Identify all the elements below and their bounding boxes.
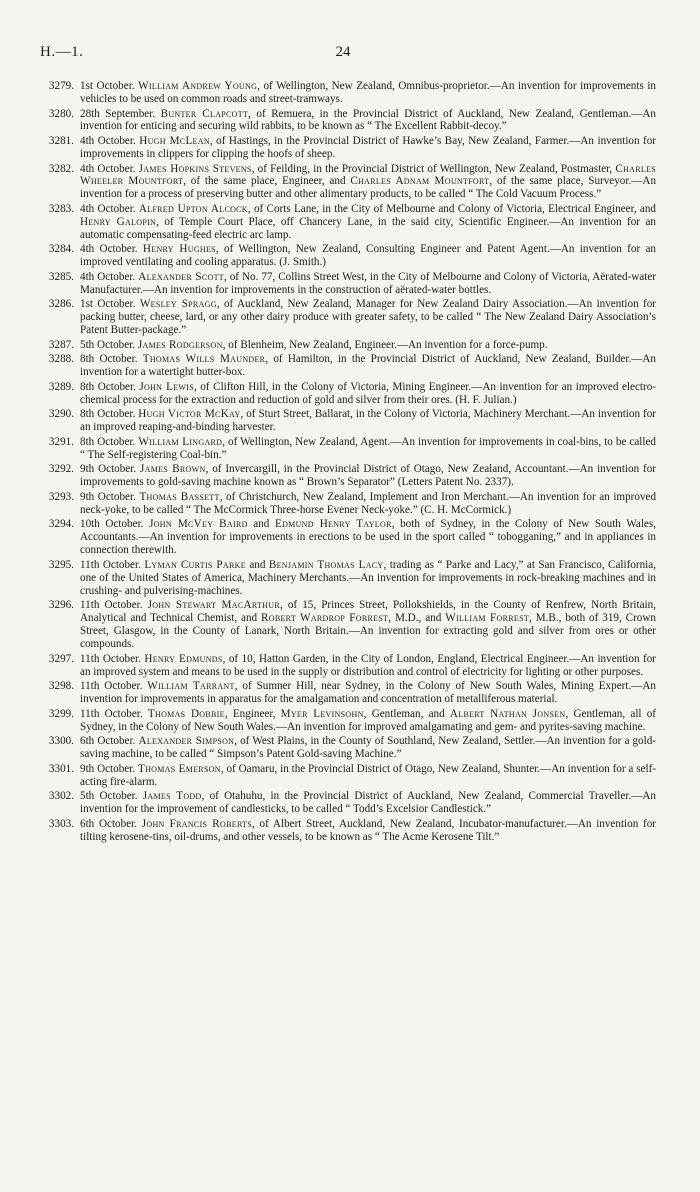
entry-text-segment: , of Temple Court Place, off Chancery Lane, in the said city, Scientific Engineer.—An invention for an automatic compensating-feed electric arc lamp.	[80, 215, 657, 241]
entry-text-segment: 9th October.	[80, 490, 140, 503]
applicant-name: Henry Hughes	[142, 243, 216, 256]
entry-text	[80, 763, 656, 788]
entry-text-segment: 28th September.	[80, 107, 161, 120]
entry-text	[80, 163, 656, 201]
applicant-name: William Lingard	[138, 435, 223, 448]
entry-number: 3298.	[48, 680, 74, 693]
applicant-name: John McVey Baird	[149, 518, 248, 531]
entry-text-segment: 9th October.	[80, 762, 138, 775]
entry-text	[80, 708, 656, 733]
applicant-name: Charles Adnam Mountfort	[350, 175, 490, 188]
entry-number: 3288.	[48, 353, 74, 366]
applicant-name: Henry Galopin	[80, 215, 157, 228]
entry-number: 3302.	[48, 790, 74, 803]
entry-text	[80, 463, 656, 488]
entry-text-segment: 4th October.	[80, 243, 143, 256]
entry-text-segment: , of Corts Lane, in the City of Melbourne and Colony of Victoria, Electrical Engineer, and	[247, 202, 656, 215]
patent-entry	[30, 599, 656, 651]
entry-number: 3279.	[48, 80, 74, 92]
entry-text-segment: , of Auckland, New Zealand, Manager for New Zealand Dairy Association.—An invention for packing butter, cheese, lard, or any other dairy produce with greater safety, to be called “ The New Zealand Dairy Association’s Patent Butter-package.”	[80, 298, 657, 337]
entry-text-segment: 8th October.	[80, 353, 143, 366]
entry-text-segment: 8th October.	[80, 435, 139, 448]
patent-entry	[30, 203, 656, 242]
entry-text-segment: and	[247, 518, 275, 531]
applicant-name: Thomas Wills Maunder	[142, 353, 266, 366]
entry-text-segment: , of Otahuhu, in the Provincial District of Auckland, New Zealand, Commercial Traveller.—An invention for the improvement of candlesticks, to be called “ Todd’s Excelsior Candlestick.”	[80, 790, 656, 816]
entry-text-segment: 8th October.	[80, 380, 140, 393]
entry-number: 3284.	[48, 243, 74, 256]
applicant-name: Wesley Spragg	[139, 298, 217, 311]
entry-text-segment: , of 10, Hatton Garden, in the City of London, England, Electrical Engineer.—An invention for an improved system and means to be used in the supply or distribution and control of electricity for lighting or other purposes.	[80, 652, 656, 678]
applicant-name: John Stewart MacArthur	[147, 599, 280, 612]
patent-entry	[30, 80, 656, 106]
entry-number: 3303.	[48, 817, 74, 830]
patent-entry	[30, 491, 656, 517]
patent-entries-list	[30, 80, 656, 844]
entry-text-segment: , of Oamaru, in the Provincial District of Otago, New Zealand, Shunter.—An invention for a self-acting fire-alarm.	[80, 762, 656, 788]
entry-text-segment: , of Clifton Hill, in the Colony of Victoria, Mining Engineer.—An invention for an improved electro-chemical process for the extraction and reduction of gold and silver from their ores. (H. F. Julian.)	[80, 380, 656, 406]
entry-text-segment: , of West Plains, in the County of Southland, New Zealand, Settler.—An invention for a gold-saving machine, to be called “ Simpson’s Patent Gold-saving Machine.”	[80, 735, 656, 761]
entry-text-segment: 5th October.	[80, 790, 143, 803]
entry-number: 3291.	[48, 435, 74, 448]
entry-text	[80, 559, 656, 597]
entry-text-segment: , of the same place, Engineer, and	[183, 175, 351, 188]
entry-text-segment: , of Albert Street, Auckland, New Zealand, Incubator-manufacturer.—An invention for tilting kerosene-tins, oil-drums, and other vessels, to be known as “ The Acme Kerosene Tilt.”	[80, 817, 656, 843]
entry-text-segment: , of the same place, Surveyor.—An invention for a process of preserving butter and other alimentary products, to be called “ The Cold Vacuum Process.”	[80, 175, 657, 201]
patent-entry	[30, 790, 656, 816]
entry-text-segment: , Gentleman, all of Sydney, in the Colony of New South Wales.—An invention for improved amalgamating and gem- and pyrites-saving machine.	[80, 707, 657, 733]
entry-text	[80, 243, 656, 268]
patent-entry	[30, 381, 656, 407]
entry-number: 3301.	[48, 762, 74, 775]
applicant-name: Thomas Bassett	[139, 490, 220, 503]
patent-entry	[30, 559, 656, 598]
entry-text-segment: 4th October.	[80, 270, 139, 283]
applicant-name: Hugh Victor McKay	[138, 408, 241, 421]
entry-text-segment: , Gentleman, and	[363, 707, 450, 720]
entry-text	[80, 339, 548, 351]
applicant-name: Edmund Henry Taylor	[274, 518, 392, 531]
entry-text-segment: , Engineer,	[224, 707, 281, 720]
entry-number: 3300.	[48, 735, 74, 748]
entry-text-segment: 11th October.	[80, 558, 145, 571]
applicant-name: William Forrest	[445, 612, 530, 625]
entry-number: 3290.	[48, 408, 74, 421]
entry-number: 3282.	[48, 162, 74, 175]
entry-text-segment: , of Sumner Hill, near Sydney, in the Colony of New South Wales, Mining Expert.—An invention for improvements in apparatus for the amalgamation and concentration of metalliferous material.	[80, 680, 656, 706]
entry-text	[80, 518, 656, 556]
patent-entry	[30, 518, 656, 557]
entry-text	[80, 80, 656, 105]
applicant-name: Alfred Upton Alcock	[138, 202, 248, 215]
patent-entry	[30, 653, 656, 679]
applicant-name: Alexander Simpson	[138, 735, 235, 748]
entry-text-segment: 11th October.	[80, 652, 145, 665]
entry-number: 3299.	[48, 707, 74, 720]
applicant-name: Hugh McLean	[139, 135, 210, 147]
entry-text	[80, 271, 656, 296]
entry-text	[80, 135, 656, 160]
entry-text-segment: 11th October.	[80, 680, 148, 693]
entry-text-segment: , M.D., and	[388, 612, 446, 625]
entry-number: 3293.	[48, 490, 74, 503]
patent-entry	[30, 243, 656, 269]
entry-text-segment: 11th October.	[80, 599, 148, 612]
entry-text	[80, 381, 656, 406]
entry-number: 3289.	[48, 380, 74, 393]
entry-text-segment: 11th October.	[80, 707, 148, 720]
entry-number: 3281.	[48, 135, 74, 147]
entry-text	[80, 818, 656, 843]
entry-text-segment: , of Invercargill, in the Provincial District of Otago, New Zealand, Accountant.—An invention for improvements to gold-saving machine known as “ Brown’s Separator” (Letters Patent No. 2337).	[80, 463, 657, 489]
entry-text-segment: , of Blenheim, New Zealand, Engineer.—An invention for a force-pump.	[222, 338, 548, 351]
patent-entry	[30, 108, 656, 134]
entry-text	[80, 353, 656, 378]
page-number: 24	[335, 44, 351, 60]
entry-text	[80, 436, 656, 461]
applicant-name: John Francis Roberts	[141, 817, 253, 830]
entry-text	[80, 408, 656, 433]
applicant-name: Thomas Emerson	[137, 762, 221, 775]
entry-number: 3283.	[48, 202, 74, 215]
entry-text	[80, 790, 656, 815]
patent-entry	[30, 163, 656, 202]
entry-text-segment: , of Wellington, New Zealand, Agent.—An invention for improvements in coal-bins, to be called “ The Self-registering Coal-bin.”	[80, 435, 656, 461]
entry-text-segment: , both of Sydney, in the Colony of New South Wales, Accountants.—An invention for improvements in erections to be used in the sport called “ tobogganing,” and in appliances in connection therewith.	[80, 518, 656, 557]
applicant-name: William Tarrant	[147, 680, 235, 693]
entry-text-segment: 8th October.	[80, 408, 139, 421]
entry-text-segment: , of Hamilton, in the Provincial District of Auckland, New Zealand, Builder.—An invention for a watertight butter-box.	[80, 353, 656, 379]
entry-text-segment: 6th October.	[80, 817, 142, 830]
entry-text-segment: 4th October.	[80, 202, 139, 215]
entry-text-segment: 5th October.	[80, 338, 138, 351]
entry-text	[80, 203, 656, 241]
applicant-name: James Hopkins Stevens	[138, 162, 252, 175]
entry-text-segment: 10th October.	[80, 518, 150, 531]
applicant-name: William Andrew Young	[138, 80, 258, 92]
applicant-name: Albert Nathan Jonsen	[449, 707, 566, 720]
entry-number: 3294.	[48, 518, 74, 531]
patent-entry	[30, 298, 656, 337]
entry-text-segment: , M.B., both of 319, Crown Street, Glasgow, in the County of Lanark, North Britain.—An invention for extracting gold and silver from ores or other compounds.	[80, 612, 656, 651]
applicant-name: Thomas Dobbie	[147, 707, 225, 720]
applicant-name: James Brown	[139, 463, 206, 476]
entry-text-segment: 1st October.	[80, 298, 140, 311]
entry-number: 3295.	[48, 558, 74, 571]
applicant-name: Robert Wardrop Forrest	[261, 612, 389, 625]
entry-text-segment: , of Remuera, in the Provincial District of Auckland, New Zealand, Gentleman.—An invention for enticing and securing wild rabbits, to be known as “ The Excellent Rabbit-decoy.”	[80, 107, 656, 133]
applicant-name: Bunter Clapcott	[160, 107, 249, 120]
entry-number: 3286.	[48, 298, 74, 311]
entry-text-segment: , of 15, Princes Street, Pollokshields, in the County of Renfrew, North Britain, Analytical and Technical Chemist, and	[80, 599, 656, 625]
patent-entry	[30, 271, 656, 297]
entry-number: 3292.	[48, 463, 74, 476]
patent-entry	[30, 763, 656, 789]
applicant-name: Myer Levinsohn	[280, 707, 364, 720]
applicant-name: Lyman Curtis Parke	[144, 558, 246, 571]
entry-number: 3297.	[48, 652, 74, 665]
applicant-name: Alexander Scott	[138, 270, 224, 283]
patent-entry	[30, 436, 656, 462]
patent-entry	[30, 463, 656, 489]
applicant-name: John Lewis	[139, 380, 194, 393]
patent-entry	[30, 339, 656, 352]
entry-text-segment: , of Hastings, in the Provincial District of Hawke’s Bay, New Zealand, Farmer.—An invention for improvements in clippers for clipping the hoofs of sheep.	[80, 135, 657, 160]
entry-text-segment: , of No. 77, Collins Street West, in the City of Melbourne and Colony of Victoria, Aërated-water Manufacturer.—An invention for improvements in the construction of aërated-water bottles.	[80, 270, 656, 296]
applicant-name: James Rodgerson	[137, 338, 223, 351]
patent-entry	[30, 735, 656, 761]
entry-text-segment: 4th October.	[80, 162, 139, 175]
entry-text	[80, 735, 656, 760]
entry-text-segment: , of Wellington, New Zealand, Consulting Engineer and Patent Agent.—An invention for an improved ventilating and cooling apparatus. (J. Smith.)	[80, 243, 656, 269]
patent-entry	[30, 135, 656, 161]
document-reference: H.—1.	[40, 44, 84, 60]
entry-text-segment: 1st October.	[80, 80, 139, 92]
entry-text-segment: , of Wellington, New Zealand, Omnibus-proprietor.—An invention for improvements in vehicles to be used on common roads and street-tramways.	[80, 80, 656, 105]
page-header	[30, 44, 656, 66]
entry-number: 3287.	[48, 338, 74, 351]
applicant-name: Benjamin Thomas Lacy	[268, 558, 384, 571]
entry-text	[80, 298, 656, 336]
patent-entry	[30, 353, 656, 379]
applicant-name: James Todd	[142, 790, 202, 803]
entry-text-segment: , of Christchurch, New Zealand, Implement and Iron Merchant.—An invention for an improved neck-yoke, to be called “ The McCormick Three-horse Evener Neck-yoke.” (C. H. McCormick.)	[80, 490, 657, 516]
applicant-name: Henry Edmunds	[144, 652, 223, 665]
entry-text-segment: , of Feilding, in the Provincial District of Wellington, New Zealand, Postmaster,	[251, 162, 616, 175]
entry-text	[80, 599, 656, 650]
entry-text-segment: , trading as “ Parke and Lacy,” at San Francisco, California, one of the United States of America, Machinery Merchants.—An invention for improvements in rock-breaking machines and in crushing- and pulverising-machines.	[80, 558, 656, 597]
entry-text-segment: and	[245, 558, 269, 571]
entry-text	[80, 108, 656, 133]
patent-entry	[30, 680, 656, 706]
entry-text	[80, 491, 656, 516]
entry-text-segment: 6th October.	[80, 735, 139, 748]
entry-number: 3280.	[48, 107, 74, 120]
entry-text-segment: 4th October.	[80, 135, 140, 147]
patent-entry	[30, 708, 656, 734]
entry-text	[80, 680, 656, 705]
entry-number: 3285.	[48, 270, 74, 283]
patent-entry	[30, 818, 656, 844]
entry-text	[80, 653, 656, 678]
entry-number: 3296.	[48, 599, 74, 612]
applicant-name: Charles Wheeler Mountfort	[80, 162, 657, 188]
entry-text-segment: , of Sturt Street, Ballarat, in the Colony of Victoria, Machinery Merchant.—An invention for an improved reaping-and-binding harvester.	[80, 408, 656, 434]
entry-text-segment: 9th October.	[80, 463, 140, 476]
patent-entry	[30, 408, 656, 434]
